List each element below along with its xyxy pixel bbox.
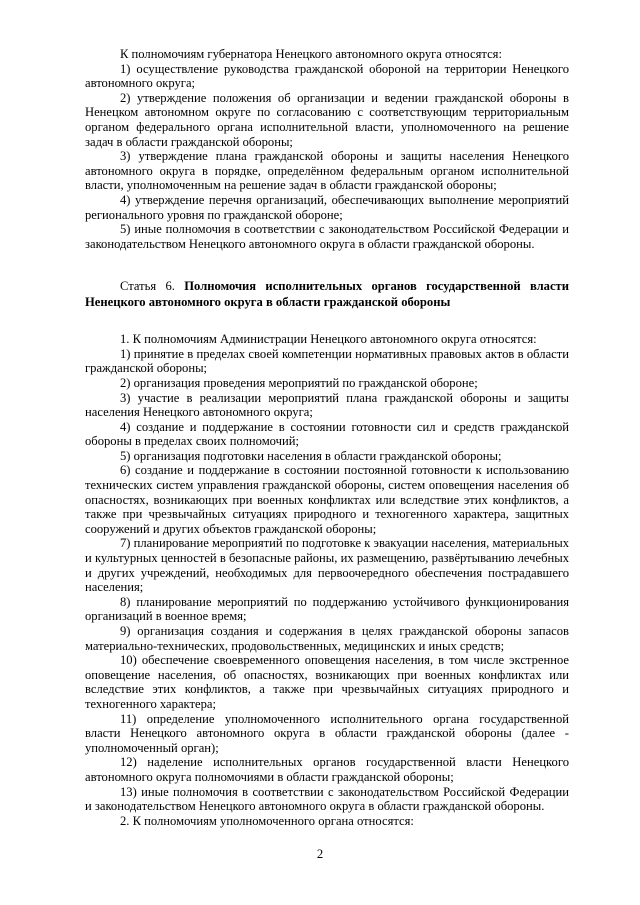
article-paragraph: 12) наделение исполнительных органов государственной власти Ненецкого автономного округа полномочиями в области гражданской обороны; [85, 755, 569, 784]
article-paragraph: 1) принятие в пределах своей компетенции нормативных правовых актов в области гражданской обороны; [85, 346, 569, 376]
intro-paragraph: 2) утверждение положения об организации и ведении гражданской обороны в Ненецком автономном округе по согласованию с соответствующим территориальным органом федерального органа исполнительной власти, уполномоченного на решение задач в области гражданской обороны; [85, 90, 569, 149]
article-heading [85, 279, 569, 310]
intro-paragraph: 5) иные полномочия в соответствии с законодательством Российской Федерации и законодательством Ненецкого автономного округа в области гражданской обороны. [85, 222, 569, 251]
article-paragraph: 4) создание и поддержание в состоянии готовности сил и средств гражданской обороны в пределах своих полномочий; [85, 419, 569, 449]
article-paragraph: 2) организация проведения мероприятий по гражданской обороне; [120, 375, 478, 390]
article-paragraph: 11) определение уполномоченного исполнительного органа государственной власти Ненецкого автономного округа в области гражданской обороны (далее - уполномоченный орган); [85, 711, 569, 755]
article-paragraph: 8) планирование мероприятий по поддержанию устойчивого функционирования организаций в военное время; [85, 594, 569, 624]
document-body [85, 47, 569, 828]
article-paragraph: 9) организация создания и содержания в целях гражданской обороны запасов материально-технических, продовольственных, медицинских и иных средств; [85, 624, 569, 653]
article-paragraph: 2. К полномочиям уполномоченного органа относятся: [120, 813, 414, 828]
article-title: Полномочия исполнительных органов государственной власти Ненецкого автономного округа в области гражданской обороны [85, 279, 569, 309]
page-number: 2 [316, 847, 324, 861]
article-paragraph: 13) иные полномочия в соответствии с законодательством Российской Федерации и законодательством Ненецкого автономного округа в области гражданской обороны. [85, 784, 569, 814]
article-paragraph: 3) участие в реализации мероприятий плана гражданской обороны и защиты населения Ненецкого автономного округа; [85, 390, 569, 420]
article-paragraph: 10) обеспечение своевременного оповещения населения, в том числе экстренное оповещение населения, об опасностях, возникающих при военных конфликтах или вследствие этих конфликтов, а также при чрезвычайных ситуациях природного и техногенного характера; [85, 653, 569, 711]
intro-paragraph: 4) утверждение перечня организаций, обеспечивающих выполнение мероприятий регионального уровня по гражданской обороне; [85, 192, 569, 222]
article-paragraph: 1. К полномочиям Администрации Ненецкого автономного округа относятся: [120, 332, 537, 347]
intro-paragraph: 3) утверждение плана гражданской обороны и защиты населения Ненецкого автономного округа в порядке, определённом федеральным органом исполнительной власти, уполномоченным на решение задач в области гражданской обороны; [85, 149, 569, 193]
article-paragraph: 7) планирование мероприятий по подготовке к эвакуации населения, материальных и культурных ценностей в безопасные районы, их размещению, развёртыванию лечебных и других учреждений, необходимых для первоочередного обеспечения пострадавшего населения; [85, 536, 569, 595]
article-paragraph: 6) создание и поддержание в состоянии постоянной готовности к использованию технических систем управления гражданской обороны, систем оповещения населения об опасностях, возникающих при военных конфликтах или вследствие этих конфликтов, а также при чрезвычайных ситуациях природного и техногенного характера, защитных сооружений и других объектов гражданской обороны; [85, 463, 569, 536]
article-number: Статья 6. [120, 279, 175, 294]
intro-paragraph: К полномочиям губернатора Ненецкого автономного округа относятся: [120, 47, 502, 61]
intro-paragraph: 1) осуществление руководства гражданской обороной на территории Ненецкого автономного округа; [85, 61, 569, 91]
article-paragraph: 5) организация подготовки населения в области гражданской обороны; [120, 448, 502, 463]
